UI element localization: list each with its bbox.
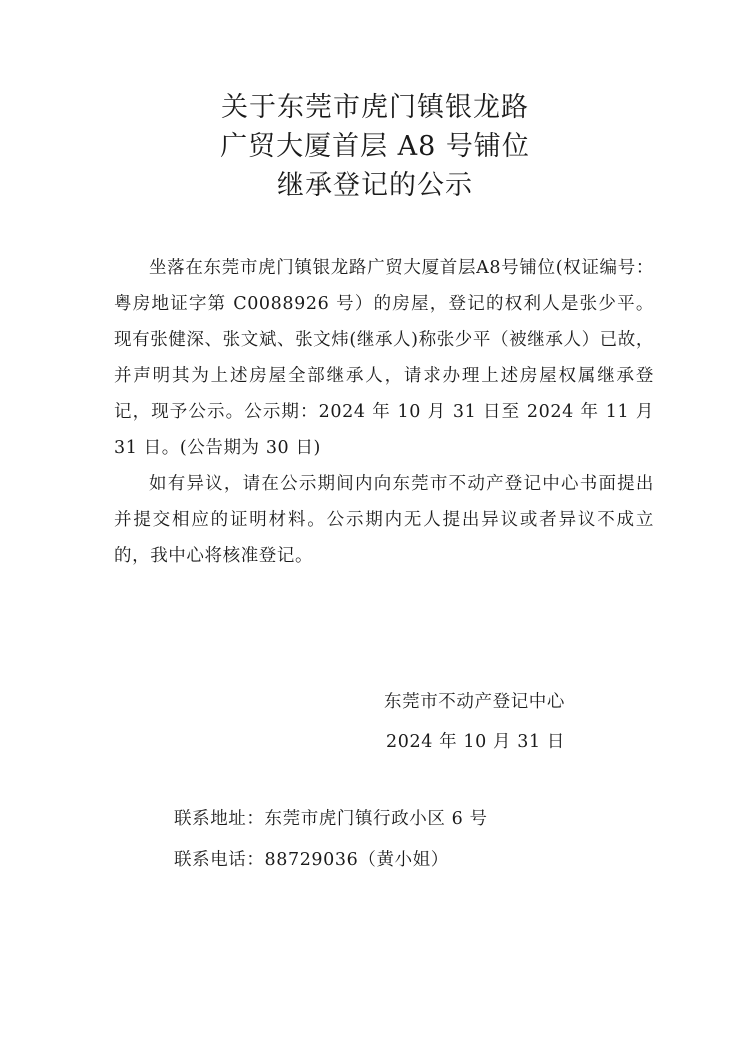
title-line-2: 广贸大厦首层 A8 号铺位 [220,131,530,162]
title-line-1: 关于东莞市虎门镇银龙路 [221,92,529,123]
issuing-organization: 东莞市不动产登记中心 [384,692,565,712]
notice-title [0,88,750,205]
body-paragraph-1: 坐落在东莞市虎门镇银龙路广贸大厦首层A8号铺位(权证编号：粤房地证字第 C0088926 号）的房屋，登记的权利人是张少平。现有张健深、张文斌、张文炜(继承人)称张少平（被继承人）已故，并声明其为上述房屋全部继承人，请求办理上述房屋权属继承登记，现予公示。公示期：2024 年 10 月 31 日至 2024 年 11 月 31 日。(公告期为 30 日) [114,258,654,458]
contact-phone: 联系电话：88729036（黄小姐） [174,850,449,870]
body-paragraph-2: 如有异议，请在公示期间内向东莞市不动产登记中心书面提出并提交相应的证明材料。公示期内无人提出异议或者异议不成立的，我中心将核准登记。 [114,474,654,566]
issue-date: 2024 年 10 月 31 日 [386,732,565,752]
title-line-3: 继承登记的公示 [277,170,473,201]
contact-address: 联系地址：东莞市虎门镇行政小区 6 号 [174,809,488,829]
notice-body [114,250,654,574]
